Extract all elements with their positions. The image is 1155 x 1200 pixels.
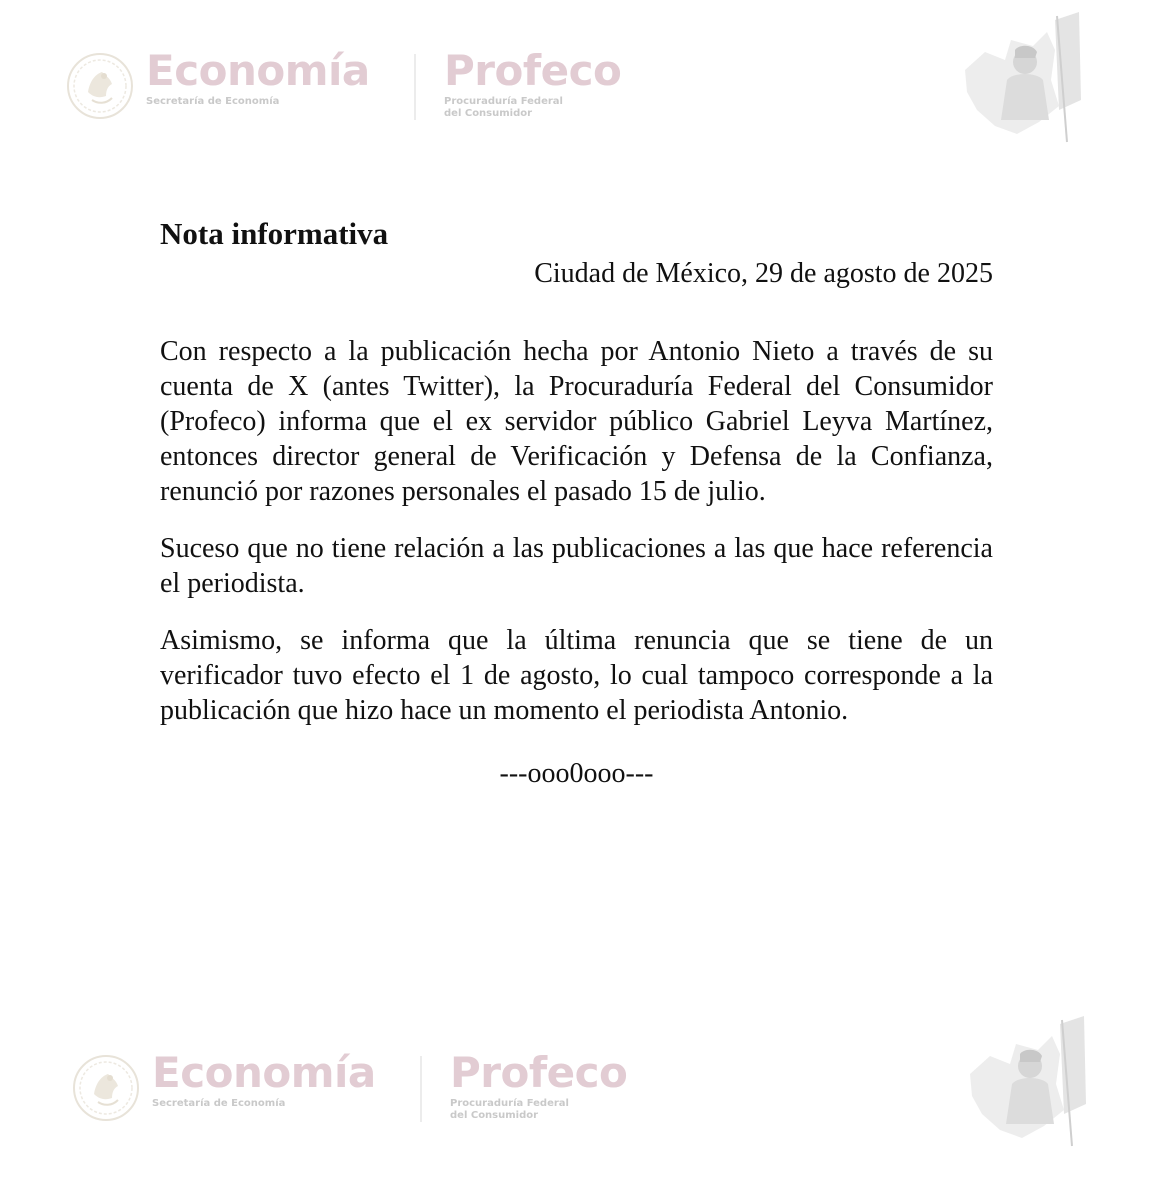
profeco-name: Profeco xyxy=(450,1048,628,1097)
profeco-name: Profeco xyxy=(444,46,622,95)
paragraph-2: Suceso que no tiene relación a las publicaciones a las que hace referencia el periodista. xyxy=(160,533,993,599)
document-body xyxy=(160,212,993,792)
profeco-brand xyxy=(444,46,621,120)
flag-heroine-emblem-icon xyxy=(960,1014,1090,1149)
document-dateline: Ciudad de México, 29 de agosto de 2025 xyxy=(534,258,993,289)
economia-brand xyxy=(152,1048,376,1110)
brand-divider xyxy=(414,54,416,120)
profeco-subtitle-line1: Procuraduría Federal xyxy=(444,96,563,107)
brand-divider xyxy=(420,1056,422,1122)
economia-brand xyxy=(146,46,370,108)
mexico-coat-of-arms-icon xyxy=(72,1054,140,1122)
mexico-coat-of-arms-icon xyxy=(66,52,134,120)
flag-heroine-emblem-icon xyxy=(955,10,1085,145)
economia-subtitle: Secretaría de Economía xyxy=(146,96,280,107)
economia-subtitle: Secretaría de Economía xyxy=(152,1098,286,1109)
economia-name: Economía xyxy=(152,1048,376,1097)
document-closing-mark: ---ooo0ooo--- xyxy=(499,758,654,789)
profeco-brand xyxy=(450,1048,627,1122)
economia-name: Economía xyxy=(146,46,370,95)
profeco-subtitle-line2: del Consumidor xyxy=(444,108,533,119)
footer-letterhead xyxy=(0,1012,1155,1152)
paragraph-1: Con respecto a la publicación hecha por Antonio Nieto a través de su cuenta de X (antes Twitter), la Procuraduría Federal del Consumidor (Profeco) informa que el ex servidor público Gabriel Leyva Martínez, entonces director general de Verificación y Defensa de la Confianza, renunció por razones personales el pasado 15 de julio. xyxy=(160,336,993,507)
header-letterhead xyxy=(0,10,1155,150)
profeco-subtitle-line1: Procuraduría Federal xyxy=(450,1098,569,1109)
paragraph-3: Asimismo, se informa que la última renuncia que se tiene de un verificador tuvo efecto el 1 de agosto, lo cual tampoco corresponde a la publicación que hizo hace un momento el periodista Antonio. xyxy=(160,625,993,726)
profeco-subtitle-line2: del Consumidor xyxy=(450,1110,539,1121)
document-title: Nota informativa xyxy=(160,216,389,251)
